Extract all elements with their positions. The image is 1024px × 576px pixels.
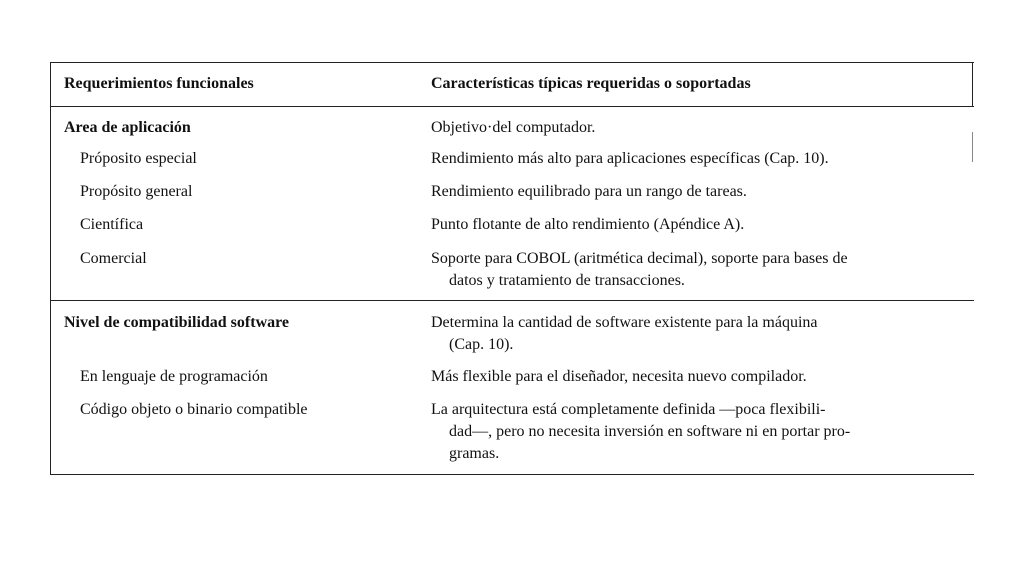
section-divider-rule bbox=[50, 300, 974, 301]
row-label: Científica bbox=[80, 216, 144, 233]
row-desc: Más flexible para el diseñador, necesita nuevo compilador. bbox=[431, 368, 807, 385]
section-title-application-area: Area de aplicación bbox=[64, 119, 191, 136]
section-desc-application-area: Objetivo·del computador. bbox=[431, 119, 596, 136]
row-label: Comercial bbox=[80, 250, 147, 267]
header-col1: Requerimientos funcionales bbox=[64, 75, 254, 92]
row-desc-line: datos y tratamiento de transacciones. bbox=[449, 272, 685, 289]
section-desc-line: (Cap. 10). bbox=[449, 336, 514, 353]
table-right-border bbox=[972, 62, 973, 106]
row-desc-line: dad—, pero no necesita inversión en software ni en portar pro- bbox=[449, 423, 851, 440]
section-desc-line: Determina la cantidad de software existente para la máquina bbox=[431, 314, 818, 331]
header-col2: Características típicas requeridas o soportadas bbox=[431, 75, 751, 92]
table-bottom-rule bbox=[50, 474, 974, 475]
table-right-border-fragment bbox=[972, 132, 973, 162]
table-left-border bbox=[50, 62, 51, 474]
row-desc-line: Soporte para COBOL (aritmética decimal), soporte para bases de bbox=[431, 250, 848, 267]
header-rule bbox=[50, 106, 974, 107]
row-label: Código objeto o binario compatible bbox=[80, 401, 308, 418]
row-label: En lenguaje de programación bbox=[80, 368, 268, 385]
row-desc: Rendimiento equilibrado para un rango de tareas. bbox=[431, 183, 747, 200]
row-label: Propósito general bbox=[80, 183, 193, 200]
row-desc: Punto flotante de alto rendimiento (Apéndice A). bbox=[431, 216, 745, 233]
row-label: Próposito especial bbox=[80, 150, 197, 167]
section-title-software-compat: Nivel de compatibilidad software bbox=[64, 314, 290, 331]
table-top-rule bbox=[50, 62, 974, 63]
row-desc: Rendimiento más alto para aplicaciones específicas (Cap. 10). bbox=[431, 150, 829, 167]
row-desc-line: La arquitectura está completamente definida —poca flexibili- bbox=[431, 401, 826, 418]
row-desc-line: gramas. bbox=[449, 445, 500, 462]
